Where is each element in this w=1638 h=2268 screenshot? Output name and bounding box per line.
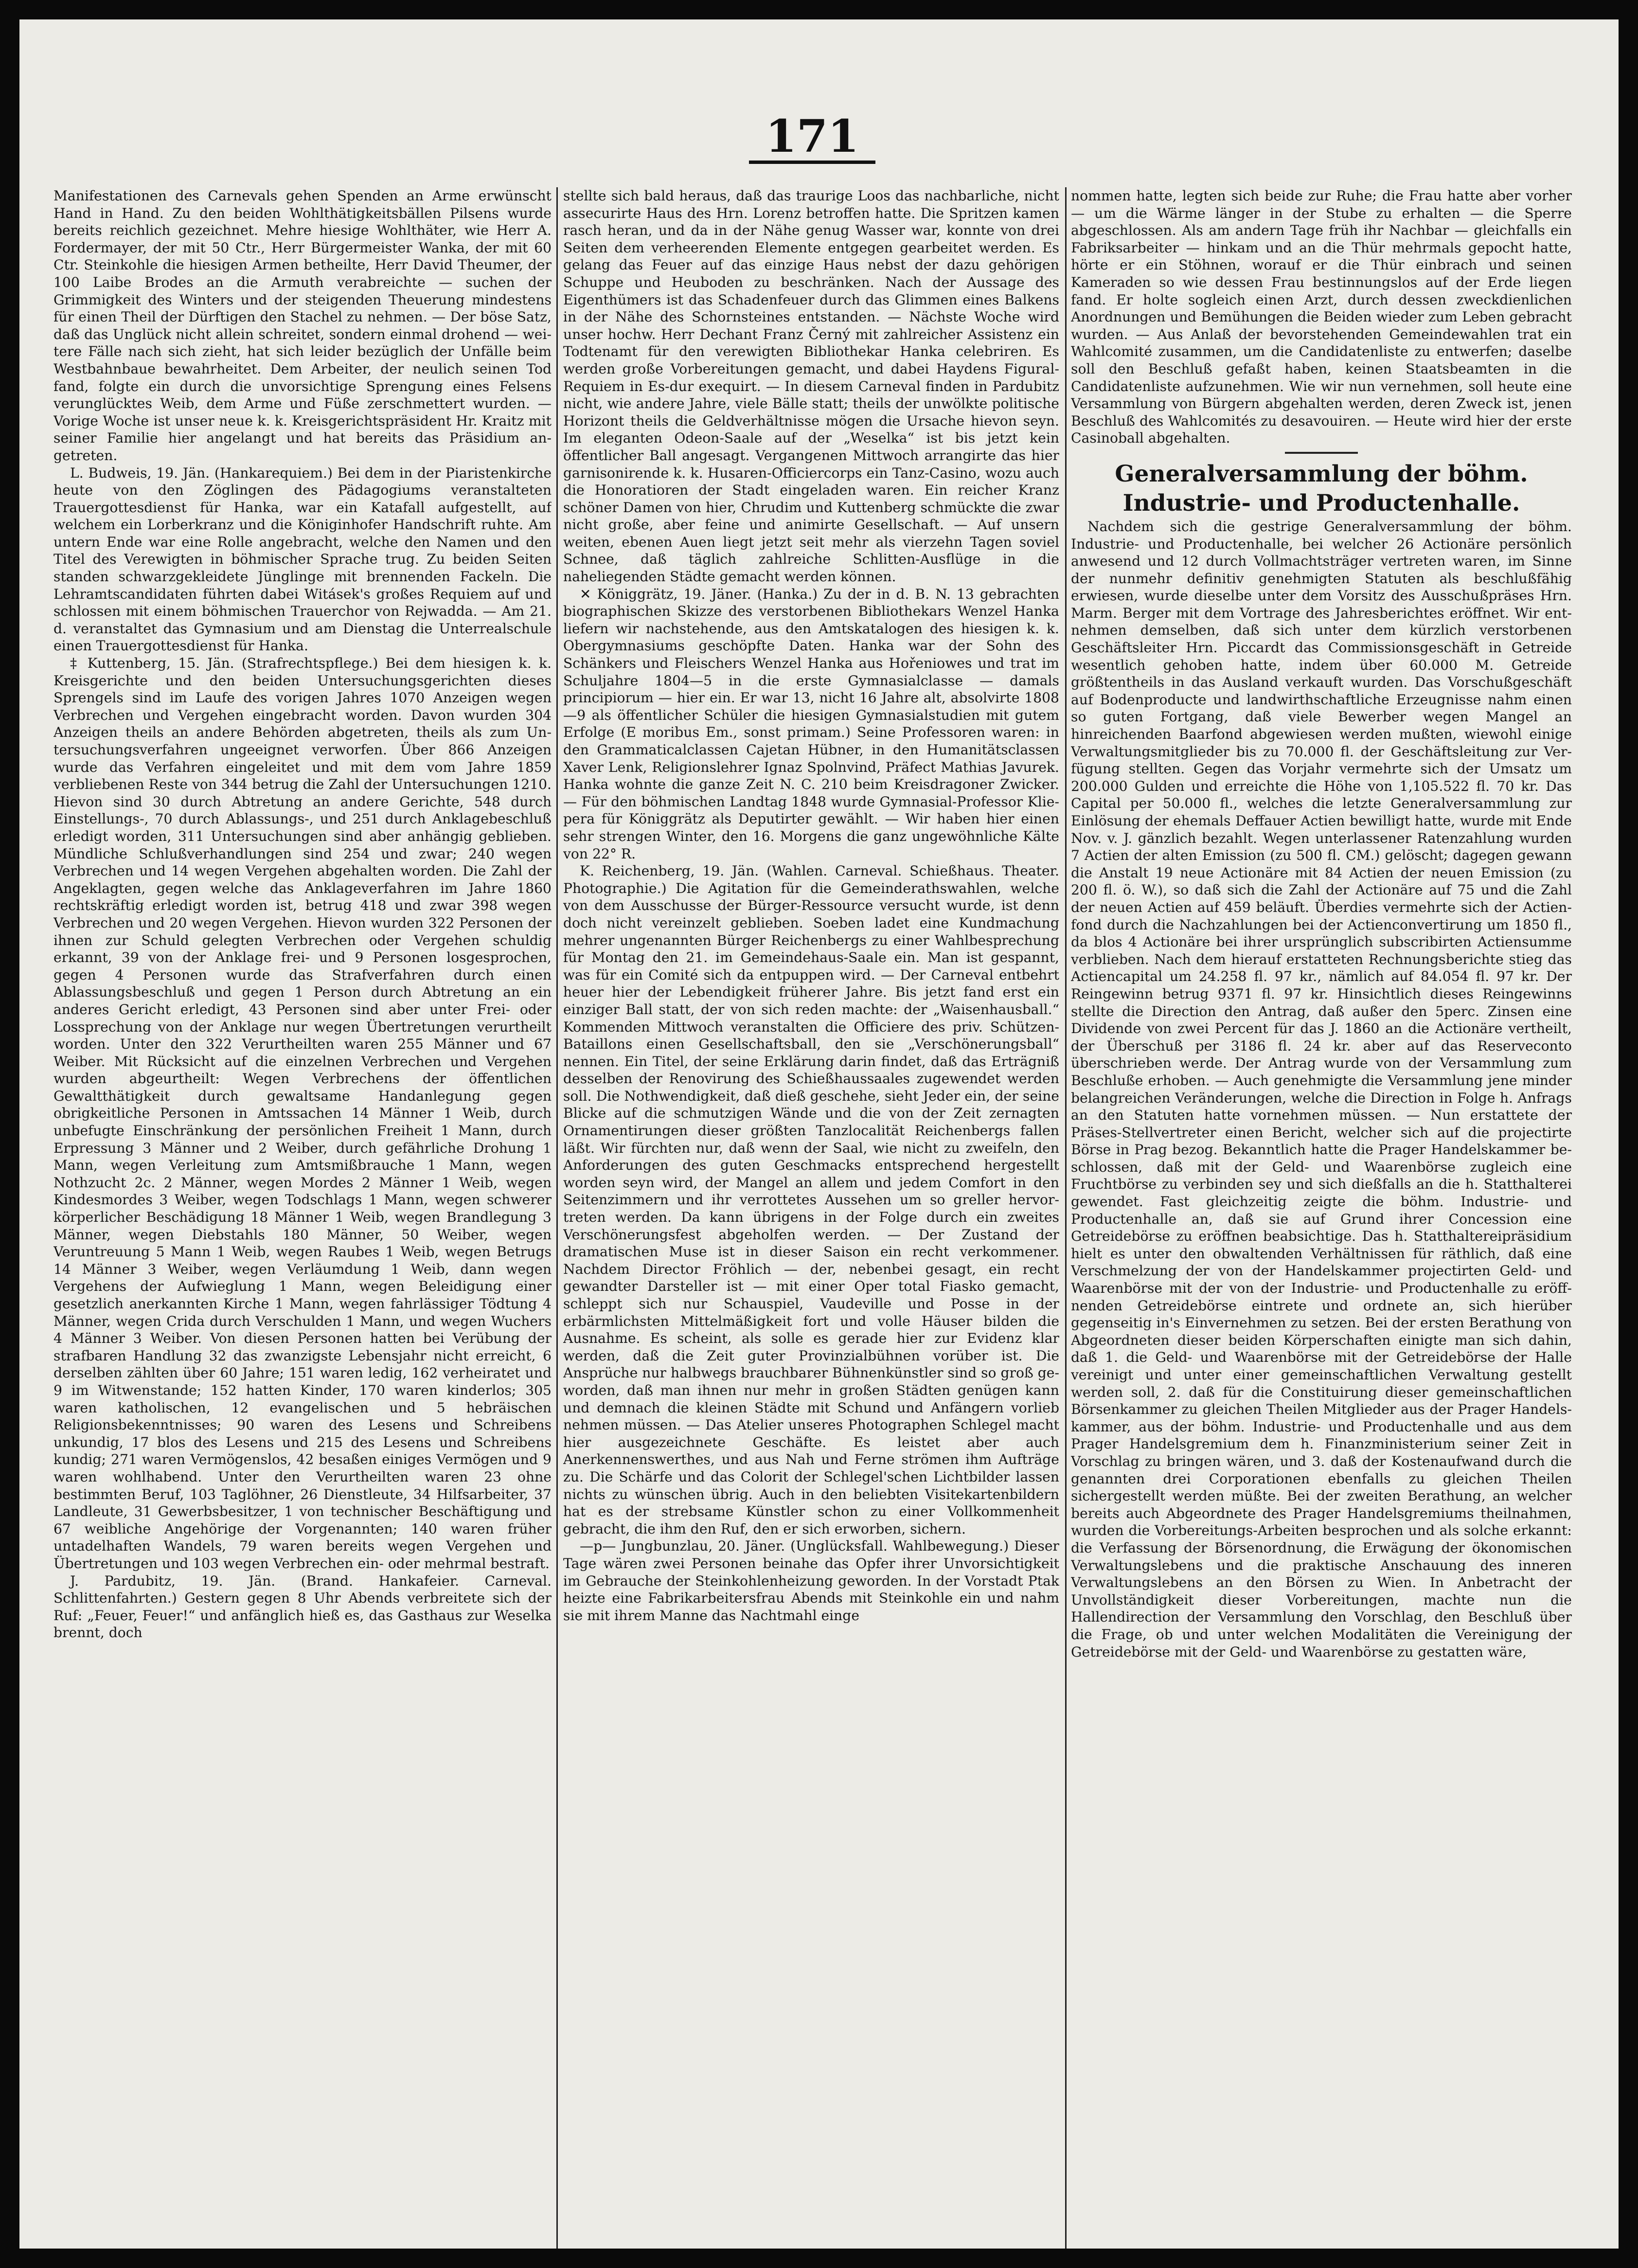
page-number: 171 [749, 112, 875, 164]
article-paragraph: stellte sich bald heraus, daß das traurige Loos das nachbarliche, nicht assecurirte Haus des Hrn. Lorenz betroffen hatte. Die Spritzen kamen rasch heran, und da in der Nähe genug Wasser war, konnte von drei Seiten dem verheerenden Elemente entgegen gearbeitet werden. Es gelang das Feuer auf das einzige Haus nebst der dazu gehörigen Schuppe und Heuboden zu beschränken. Nach der Aussage des Eigenthümers ist das Schadenfeuer durch das Glimmen eines Balkens in der Nähe des Schornsteines entstanden. — Nächste Woche wird unser hochw. Herr Dechant Franz Černý mit zahlreicher Assistenz ein Todtenamt für den verewigten Bibliothekar Hanka celebriren. Es werden große Vorbereitungen gemacht, und dabei Haydens Figural-Requiem in Es-dur exequirt. — In diesem Carneval finden in Pardubitz nicht, wie andere Jahre, viele Bälle statt; theils der unwölkte politische Horizont theils die Geldverhältnisse mögen die Ursache hievon seyn. Im eleganten Odeon-Saale auf der „Weselka“ ist bis jetzt kein öffentlicher Ball angesagt. Vergangenen Mittwoch arrangirte das hier garnisonirende k. k. Husaren-Officiercorps ein Tanz-Casino, wozu auch die Honoratioren der Stadt eingeladen waren. Ein reicher Kranz schöner Damen von hier, Chrudim und Kuttenberg schmückte die zwar nicht große, aber feine und animirte Gesellschaft. — Auf unsern weiten, ebenen Auen liegt jetzt seit mehr als vierzehn Tagen soviel Schnee, daß täglich zahlreiche Schlitten-Ausflüge in die naheliegenden Städte gemacht werden können. [563, 188, 1059, 585]
article-paragraph: nommen hatte, legten sich beide zur Ruhe; die Frau hatte aber vorher — um die Wärme länger in der Stube zu erhalten — die Sperre abgeschlossen. Als am andern Tage früh ihr Nachbar — gleichfalls ein Fabriksarbeiter — hinkam und an die Thür mehrmals gepocht hatte, hörte er ein Stöhnen, worauf er die Thür einbrach und seinen Kameraden so wie dessen Frau bestinnungslos auf der Erde liegen fand. Er holte sogleich einen Arzt, durch dessen zweckdienlichen Anordnungen und Bemühungen die Beiden wieder zum Leben gebracht wurden. — Aus Anlaß der bevorstehenden Gemeindewahlen trat ein Wahlcomité zusammen, um die Candidatenliste zu entwerfen; daselbe soll den Beschluß gefaßt haben, keinen Staatsbeamten in die Candidatenliste aufzunehmen. Wie wir nun vernehmen, soll heute eine Versammlung von Bürgern abgehalten werden, deren Zweck ist, jenen Beschluß des Wahlcomités zu desavouiren. — Heute wird hier der erste Casinoball abgehalten. [1071, 188, 1572, 446]
column-middle [563, 187, 1059, 2249]
article-paragraph: K. Reichenberg, 19. Jän. (Wahlen. Carneval. Schießhaus. Theater. Photographie.) Die Agitation für die Gemeinderathswahlen, welche von dem Ausschusse der Bürger-Ressource versucht wurde, ist denn doch nicht vereinzelt geblieben. Soeben ladet eine Kundmachung mehrer ungenannten Bürger Reichenbergs zu einer Wahlbesprechung für Montag den 21. im Gemeindehaus-Saale ein. Man ist gespannt, was für ein Comité sich da entpuppen wird. — Der Carneval entbehrt heuer hier der Lebendigkeit früherer Jahre. Bis jetzt fand erst ein einziger Ball statt, der von sich reden machte: der „Waisenhausball.“ Kommenden Mittwoch veranstalten die Officiere des priv. Schützen-Bataillons einen Gesellschaftsball, den sie „Verschönerungsball“ nennen. Ein Titel, der seine Erklärung darin findet, daß das Erträgniß desselben der Renovirung des Schießhaussaales zugewendet werden soll. Die Nothwendigkeit, daß dieß geschehe, sieht Jeder ein, der seine Blicke auf die schmutzigen Wände und die von der Zeit zernagten Ornamentirungen dieser größten Tanzlocalität Reichenbergs fallen läßt. Wir fürchten nur, daß wenn der Saal, wie nicht zu zweifeln, den Anforderungen des guten Geschmacks entsprechend hergestellt worden seyn wird, der Mangel an allem und jedem Comfort in den Seitenzimmern und ihr verrottetes Aussehen um so greller hervortreten werden. Da kann übrigens in der Folge durch ein zweites Verschönerungsfest abgeholfen werden. — Der Zustand der dramatischen Muse ist in dieser Saison ein recht verkommener. Nachdem Director Fröhlich — der, nebenbei gesagt, ein recht gewandter Darsteller ist — mit einer Oper total Fiasko gemacht, schleppt sich nur Schauspiel, Vaudeville und Posse in der erbärmlichsten Mittelmäßigkeit fort und volle Häuser bilden die Ausnahme. Es scheint, als solle es gerade hier zur Evidenz klar werden, daß die Zeit guter Provinzialbühnen vorüber ist. Die Ansprüche nur halbwegs brauchbarer Bühnenkünstler sind so groß geworden, daß man ihnen nur mehr in großen Städten genügen kann und demnach die kleinen Städte mit Schund und Anfängern vorlieb nehmen müssen. — Das Atelier unseres Photographen Schlegel macht hier ausgezeichnete Geschäfte. Es leistet aber auch Anerkennenswerthes, und aus Nah und Ferne strömen ihm Aufträge zu. Die Schärfe und das Colorit der Schlegel'schen Lichtbilder lassen nichts zu wünschen übrig. Auch in den beliebten Visitekartenbildern hat es der strebsame Künstler schon zu einer Vollkommenheit gebracht, die ihm den Ruf, den er sich erworben, sichern. [563, 863, 1059, 1537]
column-divider-left [556, 187, 558, 2249]
section-heading: Generalversammlung der böhm. Industrie- und Productenhalle. [1115, 460, 1528, 517]
column-right [1071, 187, 1572, 2249]
article-paragraph: ✕ Königgrätz, 19. Jäner. (Hanka.) Zu der in d. B. N. 13 gebrachten biographischen Skizze des verstorbenen Bibliothekars Wenzel Hanka liefern wir nachstehende, aus den Amtskatalogen des hiesigen k. k. Obergymnasiums geschöpfte Daten. Hanka war der Sohn des Schänkers und Fleischers Wenzel Hanka aus Hořeniowes und trat im Schuljahre 1804—5 in die erste Gymnasialclasse — damals principiorum — hier ein. Er war 13, nicht 16 Jahre alt, absolvirte 1808—9 als öffentlicher Schüler die hiesigen Gymnasialstudien mit gutem Erfolge (E moribus Em., sonst primam.) Seine Professoren waren: in den Grammaticalclassen Cajetan Hübner, in den Humanitätsclassen Xaver Lenk, Religionslehrer Ignaz Spolnvind, Präfect Mathias Javurek. Hanka wohnte die ganze Zeit N. C. 210 beim Kreisdragoner Zwicker. — Für den böhmischen Landtag 1848 wurde Gymnasial-Professor Kliepera für Königgrätz als Deputirter gewählt. — Wir haben hier einen sehr strengen Winter, den 16. Morgens die ganz ungewöhnliche Kälte von 22° R. [563, 586, 1059, 862]
section-separator [1285, 452, 1358, 454]
newspaper-page [19, 19, 1619, 2249]
column-left [53, 187, 552, 2249]
article-paragraph: J. Pardubitz, 19. Jän. (Brand. Hankafeier. Carneval. Schlittenfahrten.) Gestern gegen 8 Uhr Abends verbreitete sich der Ruf: „Feuer, Feuer!“ und anfänglich hieß es, das Gasthaus zur Weselka brennt, doch [53, 1572, 552, 1641]
article-paragraph: Manifestationen des Carnevals gehen Spenden an Arme erwünscht Hand in Hand. Zu den beiden Wohlthätigkeitsbällen Pilsens wurde bereits reichlich gezeichnet. Mehre hiesige Wohlthäter, wie Herr A. Fordermayer, der mit 50 Ctr., Herr Bürgermeister Wanka, der mit 60 Ctr. Steinkohle die hiesigen Armen betheilte, Herr David Theumer, der 100 Laibe Brodes an die Armuth verabreichte — suchen der Grimmigkeit des Winters und der steigenden Theuerung mindestens für einen Theil der Dürftigen den Stachel zu nehmen. — Der böse Satz, daß das Unglück nicht allein schreitet, sondern einmal drohend — weitere Fälle nach sich zieht, hat sich leider bezüglich der Unfälle beim Westbahnbaue bewahrheitet. Dem Arbeiter, der neulich seinen Tod fand, folgte ein durch die unvorsichtige Sprengung eines Felsens verunglücktes Weib, dem Arme und Füße zerschmettert wurden. — Vorige Woche ist unser neue k. k. Kreisgerichtspräsident Hr. Kraitz mit seiner Familie hier angelangt und hat bereits das Präsidium angetreten. [53, 188, 552, 464]
column-divider-right [1065, 187, 1067, 2249]
article-paragraph: ‡ Kuttenberg, 15. Jän. (Strafrechtspflege.) Bei dem hiesigen k. k. Kreisgerichte und den beiden Untersuchungsgerichten dieses Sprengels sind im Laufe des vorigen Jahres 1070 Anzeigen wegen Verbrechen und Vergehen eingebracht worden. Davon wurden 304 Anzeigen theils an andere Behörden abgetreten, theils als zum Untersuchungsverfahren ungeeignet verworfen. Über 866 Anzeigen wurde das Verfahren eingeleitet und mit dem vom Jahre 1859 verbliebenen Reste von 344 betrug die Zahl der Untersuchungen 1210. Hievon sind 30 durch Abtretung an andere Gerichte, 548 durch Einstellungs-, 70 durch Ablassungs-, und 251 durch Anklagebeschluß erledigt worden, 311 Untersuchungen sind aber anhängig geblieben. Mündliche Schlußverhandlungen sind 254 und zwar; 240 wegen Verbrechen und 14 wegen Vergehen abgehalten worden. Die Zahl der Angeklagten, gegen welche das Anklageverfahren im Jahre 1860 rechtskräftig erledigt worden ist, betrug 418 und zwar 398 wegen Verbrechen und 20 wegen Vergehen. Hievon wurden 322 Personen der ihnen zur Schuld gelegten Verbrechen oder Vergehen schuldig erkannt, 39 von der Anklage frei- und 9 Personen losgesprochen, gegen 4 Personen wurde das Strafverfahren durch einen Ablassungsbeschluß und gegen 1 Person durch Abtretung an ein anderes Gericht erledigt, 43 Personen sind aber unter Frei- oder Lossprechung von der Anklage nur wegen Übertretungen verurtheilt worden. Unter den 322 Verurtheilten waren 255 Männer und 67 Weiber. Mit Rücksicht auf die einzelnen Verbrechen und Vergehen wurden abgeurtheilt: Wegen Verbrechens der öffentlichen Gewaltthätigkeit durch gewaltsame Handanlegung gegen obrigkeitliche Personen in Amtssachen 14 Männer 1 Weib, durch unbefugte Einschränkung der persönlichen Freiheit 1 Mann, durch Erpressung 3 Männer und 2 Weiber, durch gefährliche Drohung 1 Mann, wegen Verleitung zum Amtsmißbrauche 1 Mann, wegen Nothzucht 2c. 2 Männer, wegen Mordes 2 Männer 1 Weib, wegen Kindesmordes 3 Weiber, wegen Todschlags 1 Mann, wegen schwerer körperlicher Beschädigung 18 Männer 1 Weib, wegen Brandlegung 3 Männer, wegen Diebstahls 180 Männer, 50 Weiber, wegen Veruntreuung 5 Mann 1 Weib, wegen Raubes 1 Weib, wegen Betrugs 14 Männer 3 Weiber, wegen Verläumdung 1 Weib, dann wegen Vergehens der Aufwieglung 1 Mann, wegen Beleidigung einer gesetzlich anerkannten Kirche 1 Mann, wegen fahrlässiger Tödtung 4 Männer, wegen Crida durch Verschulden 1 Mann, und wegen Wuchers 4 Männer 3 Weiber. Von diesen Personen hatten bei Verübung der strafbaren Handlung 32 das zwanzigste Lebensjahr nicht erreicht, 6 derselben zählten über 60 Jahre; 151 waren ledig, 162 verheiratet und 9 im Witwenstande; 152 hatten Kinder, 170 waren kinderlos; 305 waren katholischen, 12 evangelischen und 5 hebräischen Religionsbekenntnisses; 90 waren des Lesens und Schreibens unkundig, 17 blos des Lesens und 215 des Lesens und Schreibens kundig; 271 waren Vermögenslos, 42 besaßen einiges Vermögen und 9 waren wohlhabend. Unter den Verurtheilten waren 23 ohne bestimmten Beruf, 103 Taglöhner, 26 Dienstleute, 34 Hilfsarbeiter, 37 Landleute, 31 Gewerbsbesitzer, 1 von technischer Beschäftigung und 67 weibliche Angehörige der Vorgenannten; 140 waren früher untadelhaften Wandels, 79 waren bereits wegen Vergehen und Übertretungen und 103 wegen Verbrechen ein- oder mehrmal bestraft. [53, 655, 552, 1572]
article-paragraph: L. Budweis, 19. Jän. (Hankarequiem.) Bei dem in der Piaristenkirche heute von den Zöglingen des Pädagogiums veranstalteten Trauergottesdienst für Hanka, war ein Katafall aufgestellt, auf welchem ein Lorberkranz und die Königinhofer Handschrift ruhte. Am untern Ende war eine Rolle angebracht, welche den Namen und den Titel des Verewigten in böhmischer Sprache trug. Zu beiden Seiten standen schwarzgekleidete Jünglinge mit brennenden Fackeln. Die Lehramtscandidaten führten dabei Witásek's großes Requiem auf und schlossen mit einem böhmischen Trauerchor von Rejwadda. — Am 21. d. veranstaltet das Gymnasium und am Dienstag die Unterrealschule einen Trauergottesdienst für Hanka. [53, 464, 552, 654]
article-paragraph: —p— Jungbunzlau, 20. Jäner. (Unglücksfall. Wahlbewegung.) Dieser Tage wären zwei Personen beinahe das Opfer ihrer Unvorsichtigkeit im Gebrauche der Steinkohlenheizung geworden. In der Vorstadt Ptak heizte eine Fabrikarbeitersfrau Abends mit Steinkohle ein und nahm sie mit ihrem Manne das Nachtmahl einge [563, 1538, 1059, 1624]
article-paragraph: Nachdem sich die gestrige Generalversammlung der böhm. Industrie- und Productenhalle, bei welcher 26 Actionäre persönlich anwesend und 12 durch Vollmachtsträger vertreten waren, im Sinne der nunmehr definitiv genehmigten Statuten als beschlußfähig erwiesen, wurde dieselbe unter dem Vorsitz des Ausschußpräses Hrn. Marm. Berger mit dem Vortrage des Jahresberichtes eröffnet. Wir entnehmen demselben, daß sich unter dem kürzlich verstorbenen Geschäftsleiter Hrn. Piccardt das Commissionsgeschäft in Getreide wesentlich gehoben hatte, indem über 60.000 M. Getreide größtentheils in das Ausland verkauft wurden. Das Vorschußgeschäft auf Bodenproducte und landwirthschaftliche Erzeugnisse nahm einen so guten Fortgang, daß viele Bewerber wegen Mangel an hinreichenden Baarfond abgewiesen werden mußten, wiewohl einige Verwaltungsmitglieder bis zu 70.000 fl. der Geschäftsleitung zur Verfügung stellten. Gegen das Vorjahr vermehrte sich der Umsatz um 200.000 Gulden und erreichte die Höhe von 1,105.522 fl. 70 kr. Das Capital per 50.000 fl., welches die letzte Generalversammlung zur Einlösung der ehemals Deffauer Actien bewilligt hatte, wurde mit Ende Nov. v. J. gänzlich bezahlt. Wegen unterlassener Ratenzahlung wurden 7 Actien der alten Emission (zu 500 fl. CM.) gelöscht; dagegen gewann die Anstalt 19 neue Actionäre mit 84 Actien der neuen Emission (zu 200 fl. ö. W.), so daß sich die Zahl der Actionäre auf 75 und die Zahl der neuen Actien auf 459 beläuft. Überdies vermehrte sich der Actienfond durch die Nachzahlungen bei der Actienconvertirung um 1850 fl., da blos 4 Actionäre bei ihrer ursprünglich subscribirten Actiensumme verblieben. Nach dem hierauf erstatteten Rechnungsberichte stieg das Actiencapital um 24.258 fl. 97 kr., nämlich auf 84.054 fl. 97 kr. Der Reingewinn betrug 9371 fl. 97 kr. Hinsichtlich dieses Reingewinns stellte die Direction den Antrag, daß außer den 5perc. Zinsen eine Dividende von zwei Percent für das J. 1860 an die Actionäre vertheilt, der Überschuß per 3186 fl. 24 kr. aber auf das Reserveconto überschrieben werde. Der Antrag wurde von der Versammlung zum Beschluße erhoben. — Auch genehmigte die Versammlung jene minder belangreichen Veränderungen, welche die Direction in Folge h. Anfrags an den Statuten hatte vornehmen müssen. — Nun erstattete der Präses-Stellvertreter einen Bericht, welcher sich auf die projectirte Börse in Prag bezog. Bekanntlich hatte die Prager Handelskammer beschlossen, daß mit der Geld- und Waarenbörse zugleich eine Fruchtbörse zu verbinden sey und sich dießfalls an die h. Statthalterei gewendet. Fast gleichzeitig zeigte die böhm. Industrie- und Productenhalle an, daß sie auf Grund ihrer Concession eine Getreidebörse zu eröffnen beabsichtige. Das h. Statthaltereipräsidium hielt es unter den obwaltenden Verhältnissen für räthlich, daß eine Verschmelzung der von der Handelskammer projectirten Geld- und Waarenbörse mit der von der Industrie- und Productenhalle zu eröffnenden Getreidebörse eintrete und ordnete an, sich hierüber gegenseitig in's Einvernehmen zu setzen. Bei der ersten Berathung von Abgeordneten dieser beiden Körperschaften einigte man sich dahin, daß 1. die Geld- und Waarenbörse mit der Getreidebörse der Halle vereinigt und unter einer gemeinschaftlichen Verwaltung gestellt werden soll, 2. daß für die Constituirung dieser gemeinschaftlichen Börsenkammer zu gleichen Theilen Mitglieder aus der Prager Handelskammer, aus der böhm. Industrie- und Productenhalle und aus dem Prager Handelsgremium dem h. Finanzministerium seiner Zeit in Vorschlag zu bringen wären, und 3. daß der Kostenaufwand durch die genannten drei Corporationen ebenfalls zu gleichen Theilen sichergestellt werden müßte. Bei der zweiten Berathung, an welcher bereits auch Abgeordnete des Prager Handelsgremiums theilnahmen, wurden die Vorbereitungs-Arbeiten besprochen und als solche erkannt: die Verfassung der Börsenordnung, die Erwägung der ökonomischen Verwaltungslebens und die praktische Anschauung des inneren Verwaltungslebens an den Börsen zu Wien. In Anbetracht der Unvollständigkeit dieser Vorbereitungen, machte nun die Hallendirection der Versammlung den Vorschlag, den Beschluß über die Frage, ob und unter welchen Modalitäten die Vereinigung der Getreidebörse mit der Geld- und Waarenbörse zu gestatten wäre, [1071, 518, 1572, 1660]
